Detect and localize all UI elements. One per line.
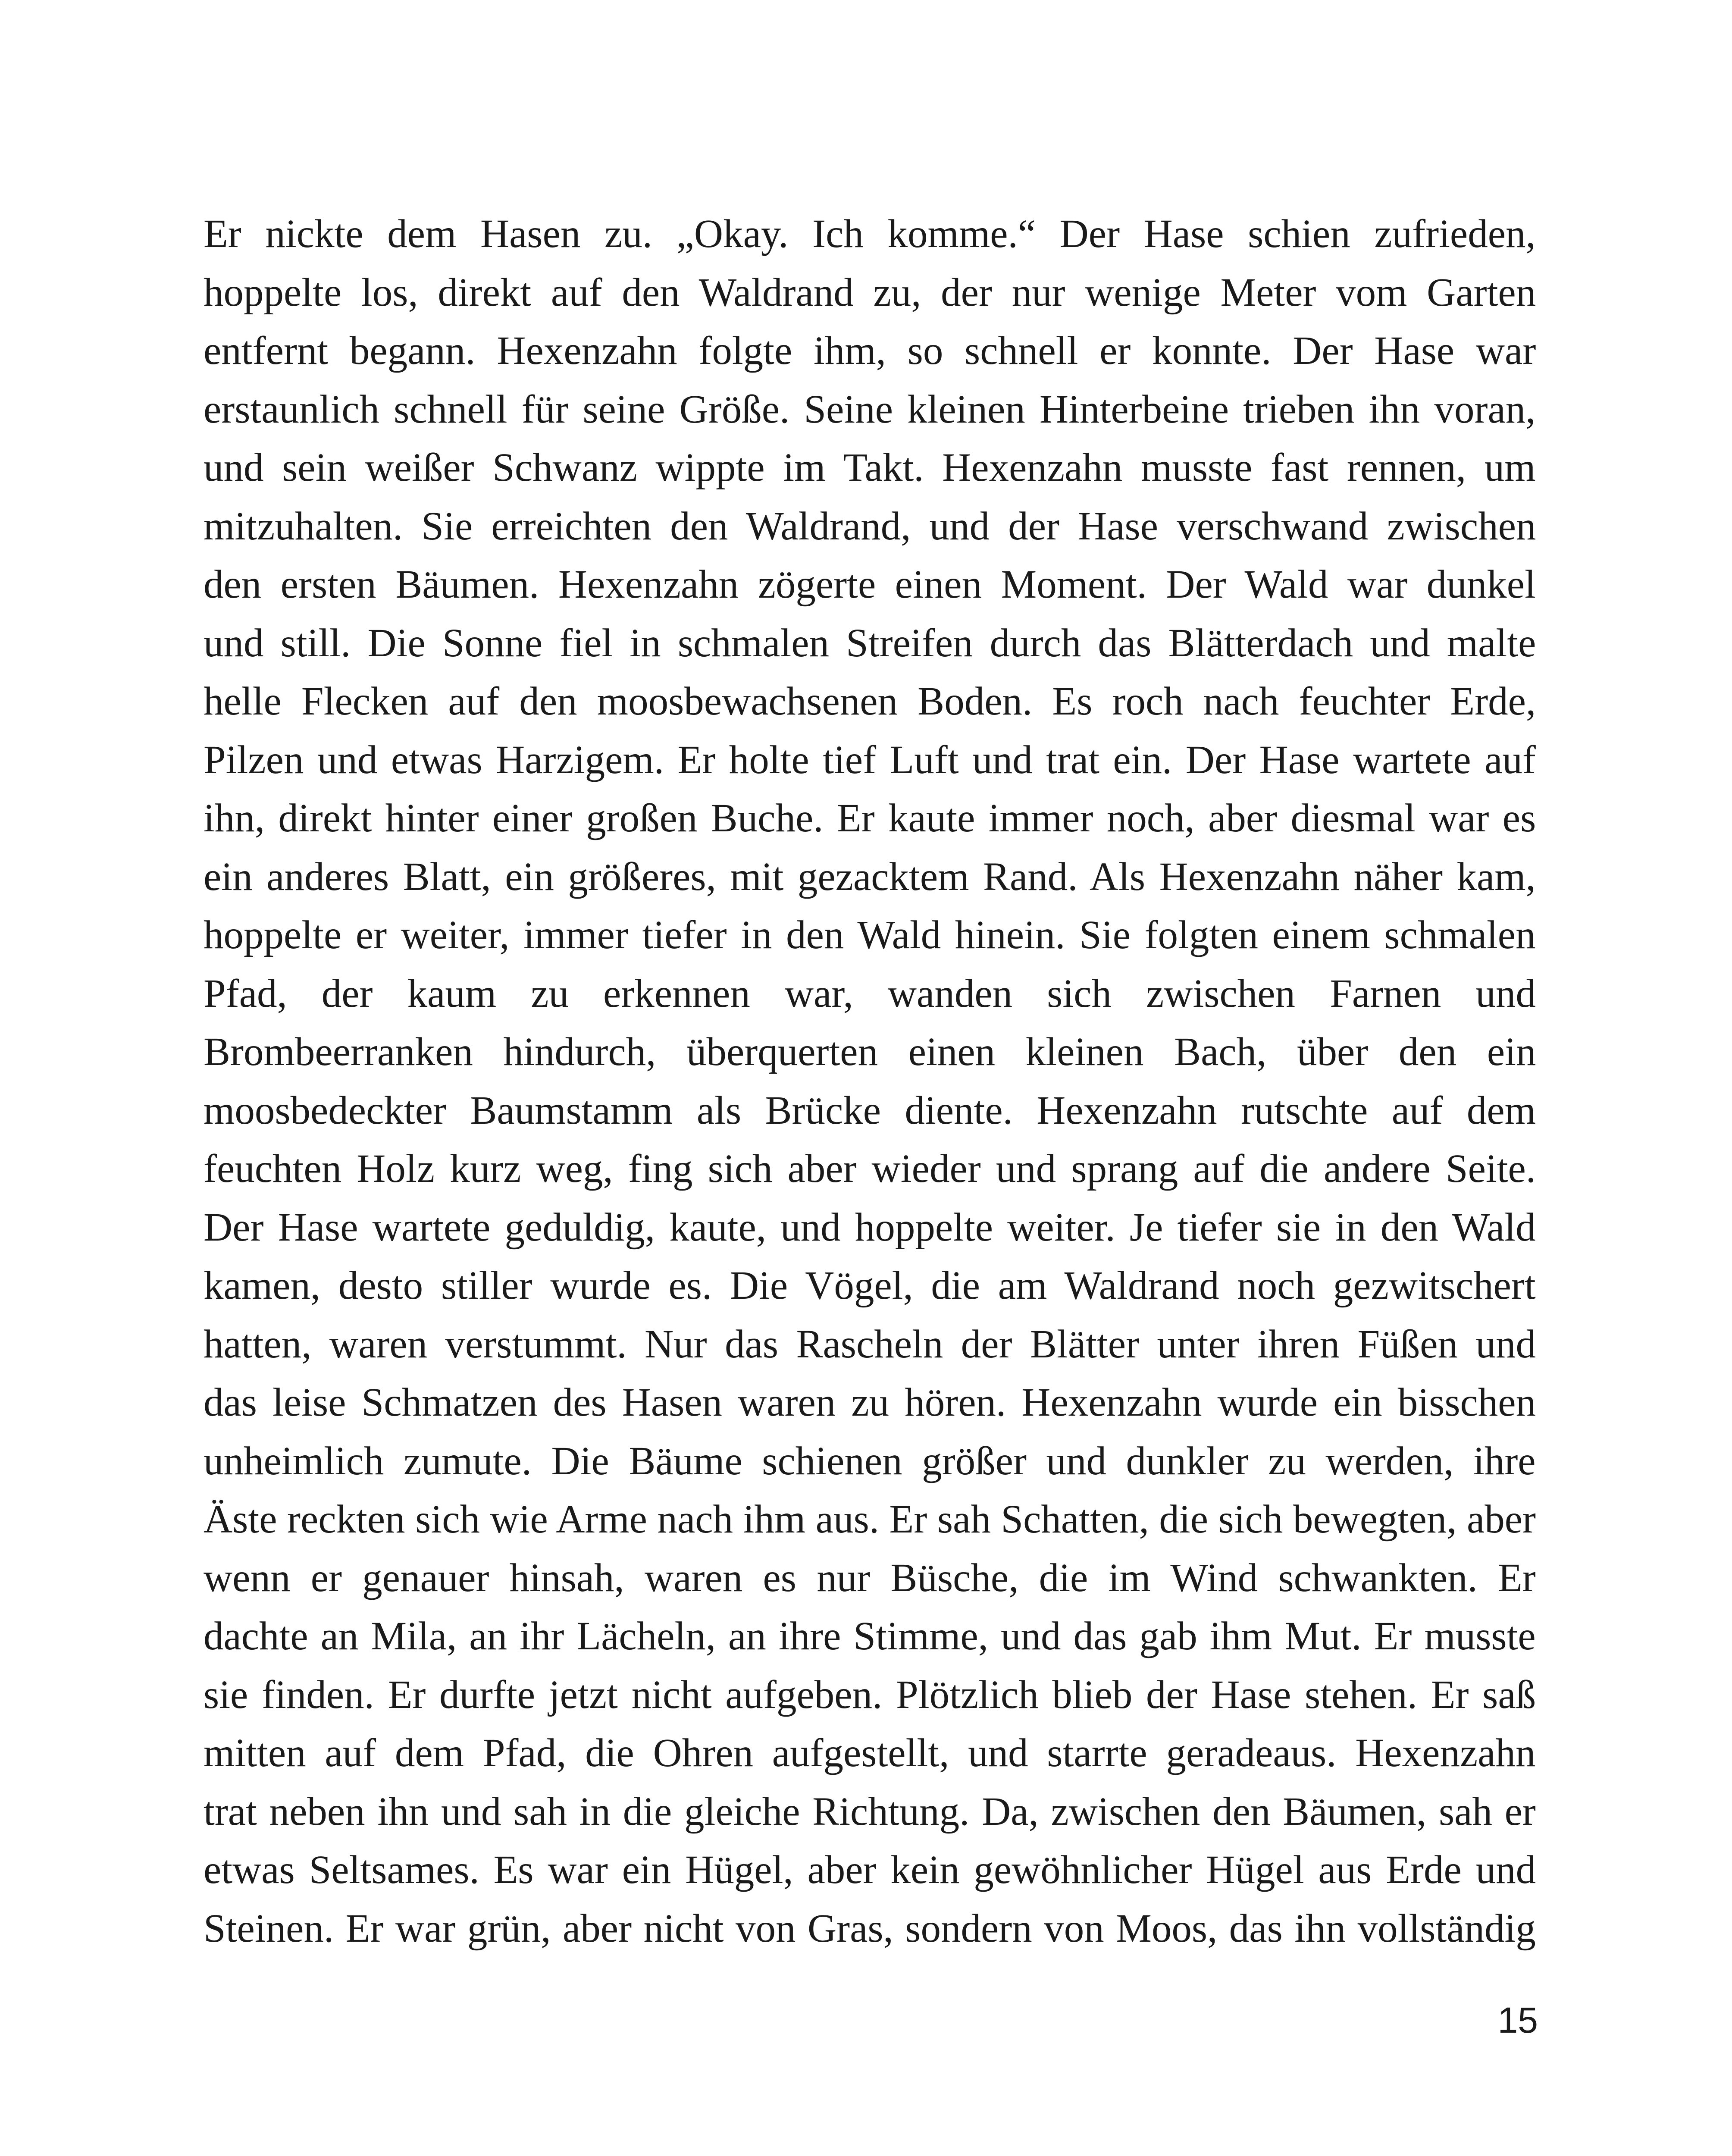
text-line: feuchten Holz kurz weg, fing sich aber wieder und sprang auf die andere Seite. [204, 1147, 1536, 1191]
text-line: Brombeerranken hindurch, überquerten einen kleinen Bach, über den ein [204, 1030, 1536, 1074]
text-line: und sein weißer Schwanz wippte im Takt. Hexenzahn musste fast rennen, um [204, 445, 1536, 490]
text-line: ihn, direkt hinter einer großen Buche. Er kaute immer noch, aber diesmal war es [204, 796, 1536, 840]
text-line: Er nickte dem Hasen zu. „Okay. Ich komme.“ Der Hase schien zufrieden, [204, 212, 1536, 256]
text-line: und still. Die Sonne fiel in schmalen Streifen durch das Blätterdach und malte [204, 620, 1536, 665]
page-number: 15 [1497, 2000, 1538, 2040]
text-line: helle Flecken auf den moosbewachsenen Boden. Es roch nach feuchter Erde, [204, 679, 1536, 724]
text-line: sie finden. Er durfte jetzt nicht aufgeben. Plötzlich blieb der Hase stehen. Er saß [204, 1672, 1536, 1717]
text-line: kamen, desto stiller wurde es. Die Vögel, die am Waldrand noch gezwitschert [204, 1263, 1536, 1308]
text-line: trat neben ihn und sah in die gleiche Richtung. Da, zwischen den Bäumen, sah er [204, 1789, 1536, 1834]
text-line: mitzuhalten. Sie erreichten den Waldrand, und der Hase verschwand zwischen [204, 504, 1536, 548]
text-line: hoppelte er weiter, immer tiefer in den Wald hinein. Sie folgten einem schmalen [204, 913, 1536, 957]
text-line: Äste reckten sich wie Arme nach ihm aus. Er sah Schatten, die sich bewegten, aber [204, 1497, 1536, 1542]
text-line: das leise Schmatzen des Hasen waren zu hören. Hexenzahn wurde ein bisschen [204, 1380, 1536, 1425]
text-line: Pilzen und etwas Harzigem. Er holte tief Luft und trat ein. Der Hase wartete auf [204, 737, 1536, 782]
text-line: hatten, waren verstummt. Nur das Rascheln der Blätter unter ihren Füßen und [204, 1322, 1536, 1366]
text-line: unheimlich zumute. Die Bäume schienen größer und dunkler zu werden, ihre [204, 1438, 1536, 1483]
text-line: erstaunlich schnell für seine Größe. Seine kleinen Hinterbeine trieben ihn voran, [204, 387, 1536, 432]
text-line: mitten auf dem Pfad, die Ohren aufgestellt, und starrte geradeaus. Hexenzahn [204, 1731, 1536, 1775]
text-line: wenn er genauer hinsah, waren es nur Büsche, die im Wind schwankten. Er [204, 1555, 1536, 1600]
text-line: etwas Seltsames. Es war ein Hügel, aber kein gewöhnlicher Hügel aus Erde und [204, 1848, 1536, 1892]
body-paragraph [204, 205, 1536, 1958]
text-line: dachte an Mila, an ihr Lächeln, an ihre Stimme, und das gab ihm Mut. Er musste [204, 1614, 1536, 1658]
text-line: moosbedeckter Baumstamm als Brücke diente. Hexenzahn rutschte auf dem [204, 1088, 1536, 1133]
text-line: hoppelte los, direkt auf den Waldrand zu, der nur wenige Meter vom Garten [204, 270, 1536, 315]
text-line: Steinen. Er war grün, aber nicht von Gras, sondern von Moos, das ihn vollständig [204, 1906, 1536, 1951]
text-line: entfernt begann. Hexenzahn folgte ihm, so schnell er konnte. Der Hase war [204, 329, 1536, 373]
text-line: den ersten Bäumen. Hexenzahn zögerte einen Moment. Der Wald war dunkel [204, 562, 1536, 607]
text-line: Pfad, der kaum zu erkennen war, wanden sich zwischen Farnen und [204, 971, 1536, 1016]
text-line: Der Hase wartete geduldig, kaute, und hoppelte weiter. Je tiefer sie in den Wald [204, 1205, 1536, 1250]
text-line: ein anderes Blatt, ein größeres, mit gezacktem Rand. Als Hexenzahn näher kam, [204, 854, 1536, 899]
